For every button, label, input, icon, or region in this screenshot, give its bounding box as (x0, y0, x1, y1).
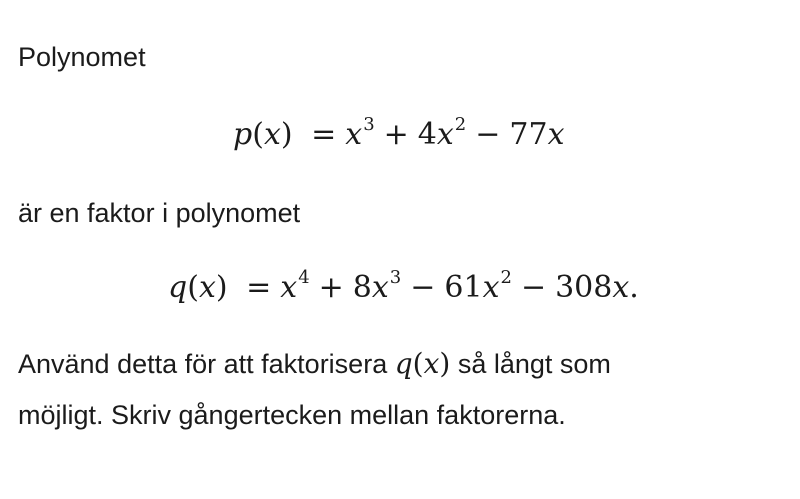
q-equals: = (246, 270, 272, 305)
instruction-line-2: möjligt. Skriv gångertecken mellan faktorerna. (18, 400, 566, 430)
q-term-1-var: x (280, 270, 298, 305)
q-function-name: q (168, 270, 188, 305)
p-variable: x (263, 117, 281, 152)
q-term-3-op: − (410, 270, 436, 305)
q-end-period: . (629, 270, 639, 305)
q-term-4-coef: 308 (555, 270, 613, 305)
p-term-3-var: x (547, 117, 565, 152)
q-variable: x (198, 270, 216, 305)
intro-text: Polynomet (18, 42, 146, 72)
inline-q-expression: q(x) (394, 347, 451, 380)
middle-text: är en faktor i polynomet (18, 198, 301, 228)
p-term-2-var: x (436, 117, 454, 152)
q-term-3-var: x (482, 270, 500, 305)
instruction-line-1 (18, 347, 611, 381)
p-term-3-coef: 77 (509, 117, 548, 152)
q-term-4-op: − (520, 270, 547, 305)
equation-q: $q(x) = x^4 + 8x^3 - 61x^2 - 308x$. (168, 267, 639, 305)
p-term-2-coef: 4 (417, 117, 437, 152)
q-term-2-var: x (371, 270, 389, 305)
p-term-2-exp: 2 (454, 114, 467, 135)
p-equals: = (311, 117, 337, 152)
inline-q-var: x (423, 347, 440, 380)
inline-q-name: q (394, 347, 413, 380)
instruction-before-math: Använd detta för att faktorisera (18, 349, 395, 379)
equation-p: $p(x) = x^3 + 4x^2 - 77x$ (233, 114, 565, 152)
q-term-2-exp: 3 (389, 267, 402, 288)
q-term-2-op: + (318, 270, 344, 305)
p-term-1-var: x (345, 117, 363, 152)
p-term-2-op: + (383, 117, 409, 152)
q-term-3-coef: 61 (444, 270, 483, 305)
q-term-1-exp: 4 (298, 267, 310, 288)
p-function-name: p (233, 117, 253, 152)
q-term-3-exp: 2 (500, 267, 512, 288)
p-term-3-op: − (475, 117, 501, 152)
instruction-after-math: så långt som (450, 349, 611, 379)
q-term-2-coef: 8 (352, 270, 372, 305)
p-term-1-exp: 3 (363, 114, 375, 135)
q-term-4-var: x (612, 270, 630, 305)
